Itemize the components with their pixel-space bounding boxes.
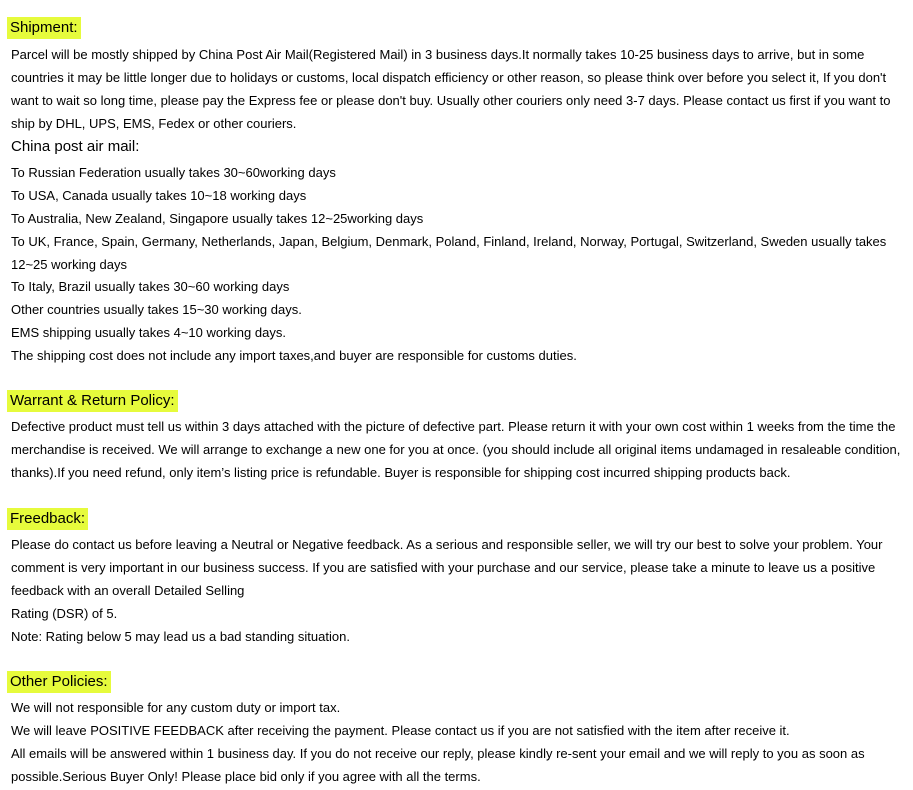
feedback-dsr-line: Rating (DSR) of 5.	[11, 606, 118, 621]
email-response-note: All emails will be answered within 1 business day. If you do not receive our reply, please kindly re-sent your email and we will reply to you as soon as possible.Serious Buyer Only! Please place bid only if you agree with all the terms.	[11, 746, 865, 784]
feedback-heading: Freedback:	[7, 508, 88, 530]
shipping-cost-note: The shipping cost does not include any import taxes,and buyer are responsible for customs duties.	[11, 348, 577, 363]
china-post-subheading: China post air mail:	[11, 138, 140, 155]
shipping-time-other: Other countries usually takes 15~30 working days.	[11, 302, 302, 317]
shipping-time-europe: To UK, France, Spain, Germany, Netherlands, Japan, Belgium, Denmark, Poland, Finland, Ireland, Norway, Portugal, Switzerland, Sweden usually takes 12~25 working days	[11, 234, 887, 272]
shipping-time-italy-brazil: To Italy, Brazil usually takes 30~60 working days	[11, 279, 290, 294]
warrant-text: Defective product must tell us within 3 days attached with the picture of defective part. Please return it with your own cost within 1 weeks from the time the merchandise is received. We will arrange to exchange a new one for you at once. (you should include all original items undamaged in resaleable condition, thanks).If you need refund, only item’s listing price is refundable. Buyer is responsible for shipping cost incurred shipping products back.	[11, 419, 901, 480]
shipping-time-russia: To Russian Federation usually takes 30~60working days	[11, 165, 336, 180]
warrant-heading: Warrant & Return Policy:	[7, 390, 178, 412]
positive-feedback-note: We will leave POSITIVE FEEDBACK after receiving the payment. Please contact us if you are not satisfied with the item after receive it.	[11, 723, 790, 738]
shipment-heading: Shipment:	[7, 17, 81, 39]
other-policies-heading: Other Policies:	[7, 671, 111, 693]
custom-duty-note: We will not responsible for any custom duty or import tax.	[11, 700, 341, 715]
shipment-intro: Parcel will be mostly shipped by China Post Air Mail(Registered Mail) in 3 business days.It normally takes 10-25 business days to arrive, but in some countries it may be little longer due to holidays or customs, local dispatch efficiency or other reason, so please think over before you select it, If you don't want to wait so long time, please pay the Express fee or please don't buy. Usually other couriers only need 3-7 days. Please contact us first if you want to ship by DHL, UPS, EMS, Fedex or other couriers.	[11, 47, 891, 131]
feedback-text: Please do contact us before leaving a Neutral or Negative feedback. As a serious and responsible seller, we will try our best to solve your problem. Your comment is very important in our business success. If you are satisfied with your purchase and our service, please take a minute to leave us a positive feedback with an overall Detailed Selling	[11, 537, 883, 598]
feedback-note: Note: Rating below 5 may lead us a bad standing situation.	[11, 629, 350, 644]
shipping-time-ems: EMS shipping usually takes 4~10 working days.	[11, 325, 286, 340]
shipping-time-usa: To USA, Canada usually takes 10~18 working days	[11, 188, 307, 203]
shipping-time-australia: To Australia, New Zealand, Singapore usually takes 12~25working days	[11, 211, 424, 226]
